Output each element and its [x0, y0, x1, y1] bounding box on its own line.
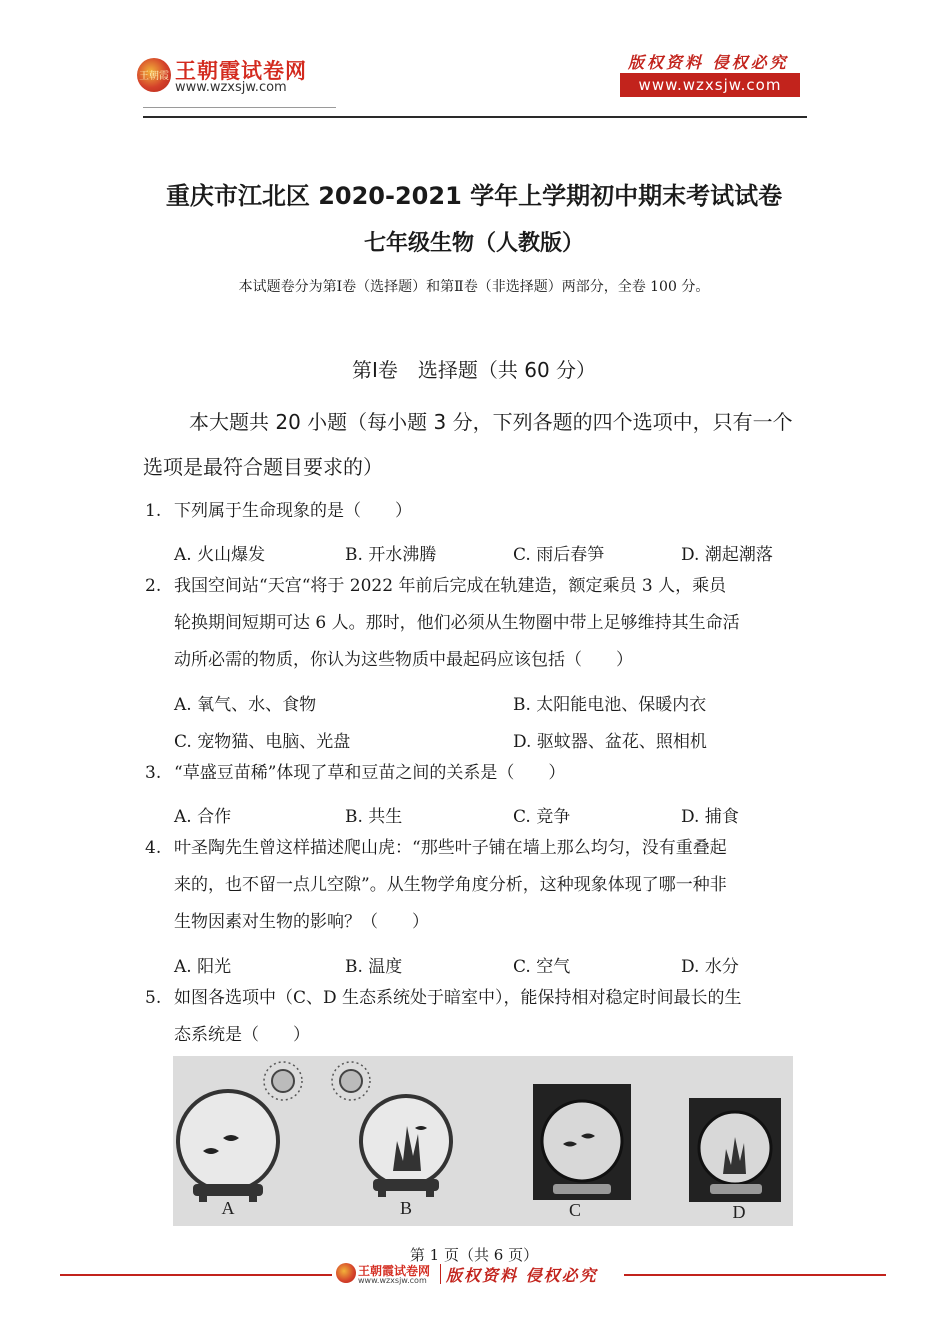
- option-b: B. 开水沸腾: [345, 545, 437, 565]
- figure-label-b: B: [399, 1198, 413, 1218]
- site-logo-icon: [137, 58, 171, 92]
- question-number: 1.: [145, 501, 162, 521]
- section-title: 第Ⅰ卷 选择题（共 60 分）: [351, 358, 597, 382]
- option-b: B. 太阳能电池、保暖内衣: [513, 695, 707, 715]
- option-c: C. 空气: [513, 957, 571, 977]
- footer-divider-left: [60, 1274, 332, 1276]
- exam-subtitle: 七年级生物（人教版）: [363, 231, 584, 256]
- ecosystem-figure-image: [173, 1056, 793, 1226]
- copyright-notice: 版权资料 侵权必究: [628, 53, 789, 72]
- footer-copyright: 版权资料 侵权必究: [446, 1266, 598, 1285]
- option-c: C. 雨后春笋: [513, 545, 605, 565]
- site-logo-name: 王朝霞试卷网: [175, 59, 307, 83]
- question-number: 4.: [145, 838, 162, 858]
- footer-divider-right: [624, 1274, 886, 1276]
- option-d: D. 水分: [681, 957, 739, 977]
- ecosystem-b: [361, 1096, 451, 1197]
- page-number: 第 1 页（共 6 页）: [409, 1246, 539, 1264]
- option-d: D. 捕食: [681, 807, 739, 827]
- option-b: B. 温度: [345, 957, 403, 977]
- question-text: “草盛豆苗稀”体现了草和豆苗之间的关系是（ ）: [174, 763, 566, 783]
- question-text-line-3: 动所必需的物质，你认为这些物质中最起码应该包括（ ）: [174, 650, 633, 670]
- option-a: A. 阳光: [174, 957, 232, 977]
- section-description: 本大题共 20 小题（每小题 3 分，下列各题的四个选项中，只有一个选项是最符合题目要求的）: [143, 410, 793, 479]
- question-number: 3.: [145, 763, 162, 783]
- question-text-line-1: 如图各选项中（C、D 生态系统处于暗室中），能保持相对稳定时间最长的生: [174, 988, 742, 1008]
- footer-logo-url: www.wzxsjw.com: [358, 1276, 427, 1285]
- footer-logo-name: 王朝霞试卷网: [358, 1264, 431, 1278]
- figure-label-c: C: [568, 1200, 582, 1220]
- footer-logo-icon: [336, 1263, 356, 1283]
- option-a: A. 合作: [174, 807, 232, 827]
- figure-label-d: D: [732, 1202, 746, 1222]
- header-divider: [143, 116, 807, 118]
- question-number: 2.: [145, 576, 162, 596]
- ecosystem-c: [533, 1084, 631, 1200]
- option-b: B. 共生: [345, 807, 403, 827]
- question-number: 5.: [145, 988, 162, 1008]
- question-text-line-1: 我国空间站“天宫“将于 2022 年前后完成在轨建造，额定乘员 3 人，乘员: [174, 576, 727, 596]
- logo-badge-text: 王朝霞: [139, 71, 169, 82]
- figure-label-a: A: [221, 1198, 235, 1218]
- site-url-badge: www.wzxsjw.com: [620, 73, 800, 97]
- site-logo-url: www.wzxsjw.com: [175, 80, 287, 95]
- option-d: D. 潮起潮落: [681, 545, 773, 565]
- exam-intro: 本试题卷分为第Ⅰ卷（选择题）和第Ⅱ卷（非选择题）两部分，全卷 100 分。: [238, 279, 710, 295]
- header-divider-short: [143, 107, 336, 108]
- question-text: 下列属于生命现象的是（ ）: [174, 501, 412, 521]
- exam-title: 重庆市江北区 2020-2021 学年上学期初中期末考试试卷: [165, 182, 783, 210]
- option-c: C. 宠物猫、电脑、光盘: [174, 732, 351, 752]
- question-text-line-1: 叶圣陶先生曾这样描述爬山虎：“那些叶子铺在墙上那么均匀，没有重叠起: [174, 838, 727, 858]
- option-c: C. 竞争: [513, 807, 571, 827]
- ecosystem-figure: [173, 1056, 793, 1226]
- question-text-line-2: 态系统是（ ）: [174, 1025, 310, 1045]
- option-d: D. 驱蚊器、盆花、照相机: [513, 732, 707, 752]
- footer-separator: [440, 1264, 441, 1284]
- question-text-line-3: 生物因素对生物的影响？（ ）: [174, 912, 429, 932]
- option-a: A. 氧气、水、食物: [174, 695, 317, 715]
- option-a: A. 火山爆发: [174, 545, 266, 565]
- ecosystem-d: [689, 1098, 781, 1202]
- question-text-line-2: 轮换期间短期可达 6 人。那时，他们必须从生物圈中带上足够维持其生命活: [174, 613, 740, 633]
- question-text-line-2: 来的，也不留一点儿空隙”。从生物学角度分析，这种现象体现了哪一种非: [174, 875, 727, 895]
